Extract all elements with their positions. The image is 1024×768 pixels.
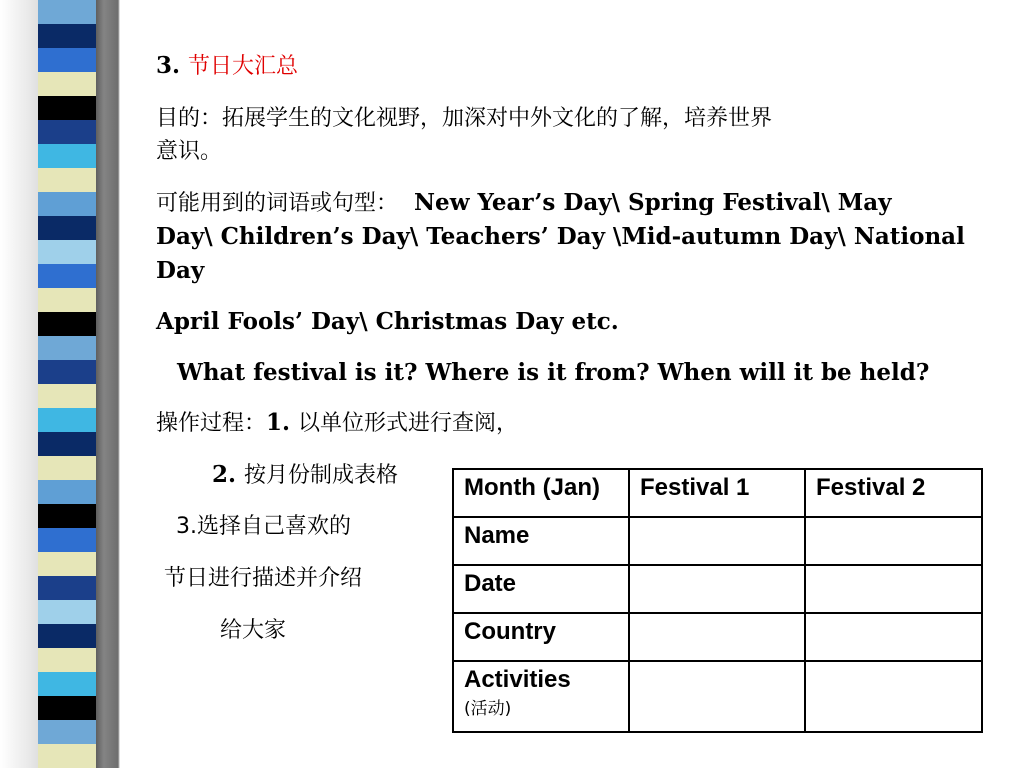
process-step-1 [156,406,518,441]
process-step-2 [212,458,398,493]
vocab-line-1 [156,186,892,221]
table-cell [805,517,982,565]
step2-number: 2. [212,461,237,488]
strip-block [38,264,96,288]
festival-table [452,468,983,733]
strip-block [38,24,96,48]
process-step-3-line-1: 3.选择自己喜欢的 [176,514,351,539]
row-label-date: Date [453,565,629,613]
strip-block [38,192,96,216]
strip-block [38,0,96,24]
table-cell [629,661,805,732]
strip-block [38,360,96,384]
strip-block [38,528,96,552]
header-festival-2: Festival 2 [805,469,982,517]
table-cell [805,565,982,613]
header-month: Month (Jan) [453,469,629,517]
strip-block [38,216,96,240]
purpose-line-2: 意识。 [156,139,223,164]
strip-block [38,408,96,432]
purpose-line-1: 目的：拓展学生的文化视野，加深对中外文化的了解，培养世界 [156,106,773,131]
table-cell [629,613,805,661]
strip-block [38,720,96,744]
strip-block [38,600,96,624]
table-cell [805,661,982,732]
process-label: 操作过程： [156,411,267,436]
table-cell [629,565,805,613]
header-festival-1: Festival 1 [629,469,805,517]
table-cell [629,517,805,565]
step2-text: 按月份制成表格 [244,463,399,488]
strip-block [38,96,96,120]
strip-block [38,120,96,144]
strip-block [38,552,96,576]
strip-block [38,576,96,600]
strip-block [38,72,96,96]
strip-block [38,624,96,648]
questions-line: What festival is it? Where is it from? When will it be held? [177,359,930,386]
strip-block [38,288,96,312]
strip-block [38,504,96,528]
table-cell [805,613,982,661]
row-label-activities [453,661,629,732]
strip-block [38,672,96,696]
step1-text: 以单位形式进行查阅， [298,411,519,436]
table-row [453,565,982,613]
process-step-3-line-3: 给大家 [220,618,287,643]
table-row [453,517,982,565]
heading [156,49,298,84]
vocab-line-3: Day [156,257,205,284]
row-label-country: Country [453,613,629,661]
activities-label: Activities [464,666,571,693]
strip-block [38,240,96,264]
strip-block [38,384,96,408]
strip-block [38,168,96,192]
table-header-row [453,469,982,517]
vocab-line-4: April Fools’ Day\ Christmas Day etc. [156,308,619,335]
strip-block [38,480,96,504]
activities-sublabel: (活动) [464,699,512,719]
heading-number: 3. [156,52,181,79]
strip-block [38,696,96,720]
strip-block [38,456,96,480]
strip-block [38,432,96,456]
strip-block [38,744,96,768]
strip-block [38,648,96,672]
strip-block [38,144,96,168]
vocab-label: 可能用到的词语或句型： [156,191,399,216]
table-row [453,613,982,661]
table-row [453,661,982,732]
vocab-line-1-text: New Year’s Day\ Spring Festival\ May [414,189,892,216]
decorative-strip [38,0,96,768]
row-label-name: Name [453,517,629,565]
strip-block [38,336,96,360]
step1-number: 1. [266,409,291,436]
vocab-line-2: Day\ Children’s Day\ Teachers’ Day \Mid-autumn Day\ National [156,223,965,250]
strip-block [38,312,96,336]
process-step-3-line-2: 节日进行描述并介绍 [164,566,363,591]
strip-block [38,48,96,72]
heading-title: 节日大汇总 [188,54,299,79]
